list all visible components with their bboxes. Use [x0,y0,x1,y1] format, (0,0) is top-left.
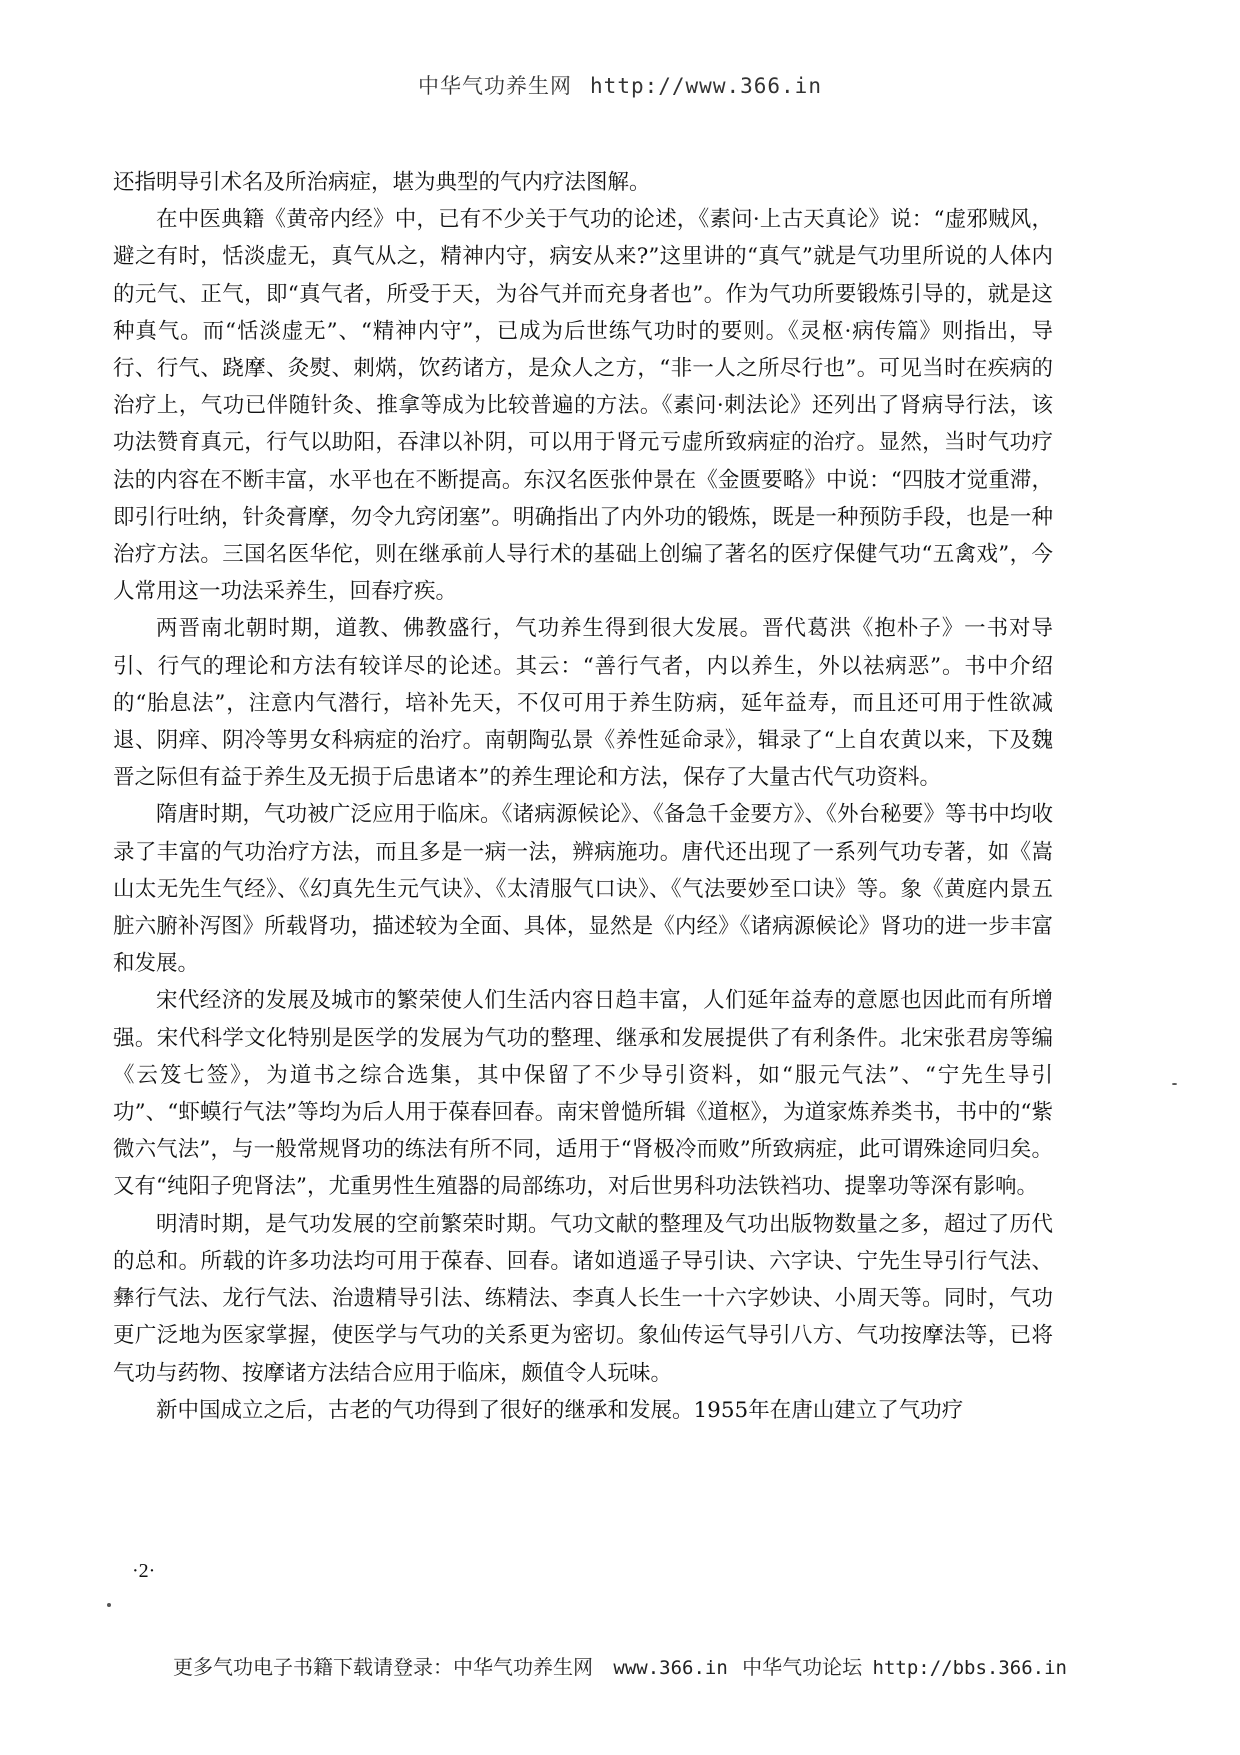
paragraph-6: 明清时期，是气功发展的空前繁荣时期。气功文献的整理及气功出版物数量之多，超过了历代的总和。所载的许多功法均可用于葆春、回春。诸如逍遥子导引诀、六字诀、宁先生导引行气法、彝行气法、龙行气法、治遗精导引法、练精法、李真人长生一十六字妙诀、小周天等。同时，气功更广泛地为医家掌握，使医学与气功的关系更为密切。象仙传运气导引八方、气功按摩法等，已将气功与药物、按摩诸方法结合应用于临床，颇值令人玩味。 [113,1211,1053,1386]
article-body [113,164,1053,1429]
paragraph-1: 还指明导引术名及所治病症，堪为典型的气内疗法图解。 [113,170,651,195]
page-number: ·2· [132,1560,156,1582]
page-header [0,70,1240,100]
scan-speck [1172,1083,1177,1085]
paragraph-3: 两晋南北朝时期，道教、佛教盛行，气功养生得到很大发展。晋代葛洪《抱朴子》一书对导引、行气的理论和方法有较详尽的论述。其云：“善行气者，内以养生，外以祛病恶”。书中介绍的“胎息法”，注意内气潜行，培补先天，不仅可用于养生防病，延年益寿，而且还可用于性欲减退、阴痒、阴冷等男女科病症的治疗。南朝陶弘景《养性延命录》，辑录了“上自农黄以来，下及魏晋之际但有益于养生及无损于后患诸本”的养生理论和方法，保存了大量古代气功资料。 [113,616,1053,791]
header-site-name: 中华气功养生网 [418,74,573,98]
paragraph-5: 宋代经济的发展及城市的繁荣使人们生活内容日趋丰富，人们延年益寿的意愿也因此而有所增强。宋代科学文化特别是医学的发展为气功的整理、继承和发展提供了有利条件。北宋张君房等编《云笈七签》，为道书之综合选集，其中保留了不少导引资料，如“服元气法”、“宁先生导引功”、“虾蟆行气法”等均为后人用于葆春回春。南宋曾慥所辑《道枢》，为道家炼养类书，书中的“紫微六气法”，与一般常规肾功的练法有所不同，适用于“肾极冷而败”所致病症，此可谓殊途同归矣。又有“纯阳子兜肾法”，尤重男性生殖器的局部练功，对后世男科功法铁裆功、提睾功等深有影响。 [113,988,1053,1200]
footer-prefix: 更多气功电子书籍下载请登录： [173,1655,454,1679]
header-url[interactable]: http://www.366.in [590,74,822,98]
footer-url[interactable]: www.366.in [613,1657,728,1679]
scan-speck [107,1603,111,1607]
footer-site-name: 中华气功养生网 [453,1655,594,1679]
paragraph-2: 在中医典籍《黄帝内经》中，已有不少关于气功的论述，《素问·上古天真论》说：“虚邪贼风，避之有时，恬淡虚无，真气从之，精神内守，病安从来?”这里讲的“真气”就是气功里所说的人体内的元气、正气，即“真气者，所受于天，为谷气并而充身者也”。作为气功所要锻炼引导的，就是这种真气。而“恬淡虚无”、“精神内守”，已成为后世练气功时的要则。《灵枢·病传篇》则指出，导行、行气、跷摩、灸熨、刺焫，饮药诸方，是众人之方，“非一人之所尽行也”。可见当时在疾病的治疗上，气功已伴随针灸、推拿等成为比较普遍的方法。《素问·刺法论》还列出了肾病导行法，该功法赞育真元，行气以助阳，吞津以补阴，可以用于肾元亏虚所致病症的治疗。显然，当时气功疗法的内容在不断丰富，水平也在不断提高。东汉名医张仲景在《金匮要略》中说：“四肢才觉重滞，即引行吐纳，针灸膏摩，勿令九窍闭塞”。明确指出了内外功的锻炼，既是一种预防手段，也是一种治疗方法。三国名医华佗，则在继承前人导行术的基础上创编了著名的医疗保健气功“五禽戏”，今人常用这一功法采养生，回春疗疾。 [113,207,1053,605]
paragraph-4: 隋唐时期，气功被广泛应用于临床。《诸病源候论》、《备急千金要方》、《外台秘要》等书中均收录了丰富的气功治疗方法，而且多是一病一法，辨病施功。唐代还出现了一系列气功专著，如《嵩山太无先生气经》、《幻真先生元气诀》、《太清服气口诀》、《气法要妙至口诀》等。象《黄庭内景五脏六腑补泻图》所载肾功，描述较为全面、具体，显然是《内经》《诸病源候论》肾功的进一步丰富和发展。 [113,802,1053,977]
footer-forum-url[interactable]: http://bbs.366.in [872,1657,1067,1679]
paragraph-7: 新中国成立之后，古老的气功得到了很好的继承和发展。1955年在唐山建立了气功疗 [156,1397,964,1423]
page-footer [0,1651,1240,1680]
footer-forum-name: 中华气功论坛 [742,1655,863,1679]
